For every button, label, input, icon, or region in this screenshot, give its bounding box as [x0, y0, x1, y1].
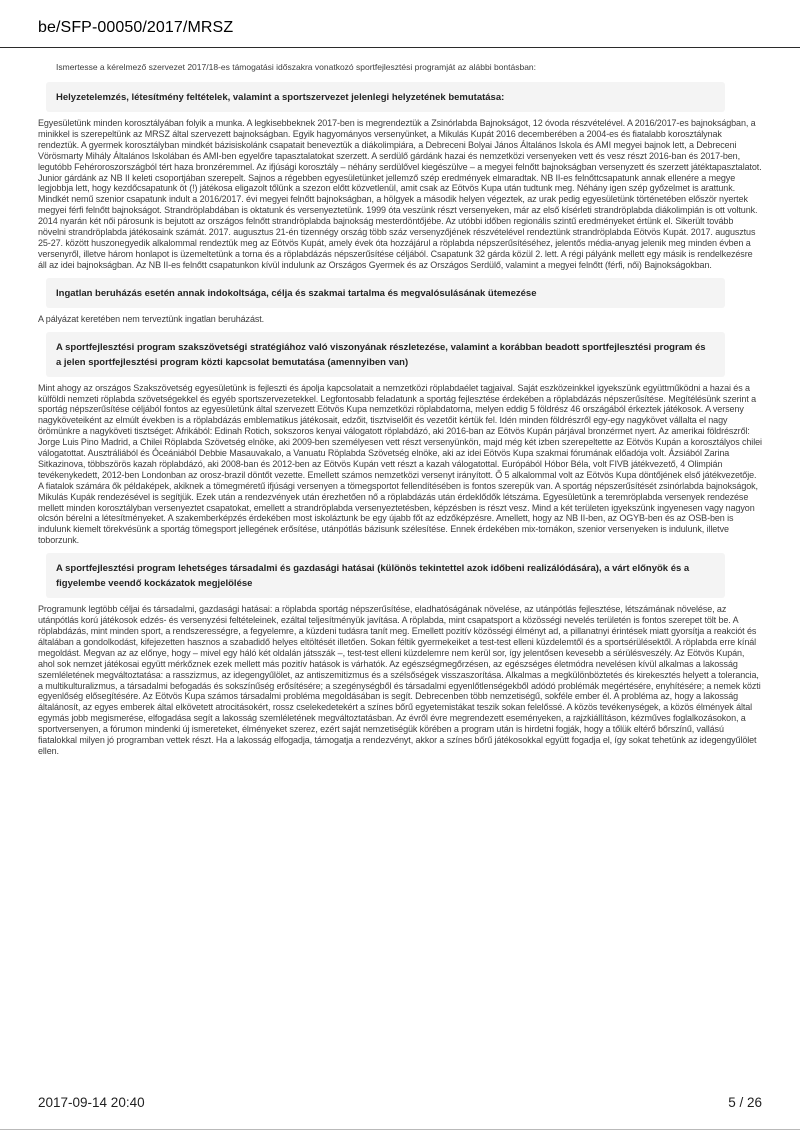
page-footer [38, 1095, 762, 1110]
document-content [38, 62, 762, 764]
intro-text: Ismertesse a kérelmező szervezet 2017/18-es támogatási időszakra vonatkozó sportfejlesztési programját az alábbi bontásban: [56, 62, 537, 72]
document-id: be/SFP-00050/2017/MRSZ [38, 19, 234, 36]
section-title-tarsadalmi-gazdasagi-hatasok: A sportfejlesztési program lehetséges társadalmi és gazdasági hatásai (különös tekintettel azok időbeni realizálódására), a várt előnyök és a figyelembe veendő kockázatok megjelölése [46, 553, 725, 598]
section-ingatlan-beruhazas [38, 278, 762, 325]
section-body-tarsadalmi-gazdasagi-hatasok: Programunk legtöbb céljai és társadalmi, gazdasági hatásai: a röplabda sportág népszerűsítése, eladhatóságának növelése, az utánpótlás fejlesztése, létszámának növelése, az utánpótlás korú játékosok edzés- és versenyzési feltételeinek, ezáltal teljesítményük javítása. A röplabda, mint csapatsport a közösségi nevelés területén is fontos szerepet tölt be. A röplabdázás, mint minden sport, a rendszerességre, a fegyelemre, a küzdeni tudásra tanít meg. Emellett pozitív közösségi élményt ad, a pillanatnyi érintések miatt gyorsítja a reakciót és általában a gondolkodást, kifejezetten hasznos a szabadidő helyes eltöltését illetően. Sokan féltik gyermekeiket a test-test elleni küzdelemtől és a sportsérülésektől. A röplabda erre kínál megoldást. Megvan az az előnye, hogy – mivel egy háló két oldalán játsszák –, test-test elleni küzdelemre nem kerül sor, így jelentősen kevesebb a sérülésveszély. Az Eötvös Kupán, ahol sok nemzet játékosai együtt mérkőznek ezek mellett más pozitív hatások is várhatók. Az egészségmegőrzésen, az egészséges életmódra nevelésen kívül alkalmas a lakosság szemléletének megváltoztatása: a rasszizmus, az idegengyűlölet, az antiszemitizmus és a szélsőségek visszaszorítása. Alkalmas a megkülönböztetés és kirekesztés helyett a tolerancia, a multikulturalizmus, a társadalmi befogadás és sokszínűség erősítésére; a szegénységből és társadalmi egyenlőtlenségekből adódó problémák megértésére, enyhítésére; a nemek közti egyenlőség elősegítésére. Az Eötvös Kupa számos társadalmi probléma megoldásában is segít. Debrecenben több nemzetiségű, sokféle ember él. A probléma az, hogy a lakosság általánosít, az egyes emberek által elkövetett atrocitásokért, rossz cselekedetekért a színes bőrű egyetemistákat teszik sokan felelőssé. A közös tevékenységek, a közös élmények által egymás jobb megismerése, elfogadása segít a lakosság szemléletének megváltoztatásban. Az évről évre megrendezett eseményeken, a rajzkiállításon, kézműves foglalkozásokon, a sportversenyen, a fórumon mindenki új ismereteket, élményeket szerez, ezért saját nemzetiségük körében a program után is hirdetni fogják, hogy a tőlük eltérő bőrszínű, vallású fiatalokkal milyen jó programban vettek részt. Ha a lakosság elfogadja, támogatja a rendezvényt, akkor a színes bőrű játékosokkal együtt fogadja el, így sokat tehetünk az idegengyűlölet ellen. [38, 604, 761, 756]
footer-timestamp: 2017-09-14 20:40 [38, 1095, 145, 1110]
section-body-szakszovetsegi-strategia: Mint ahogy az országos Szakszövetség egyesületünk is fejleszti és ápolja kapcsolatait a nemzetközi röplabdaélet tagjaival. Saját eszközeinkkel igyekszünk együttműködni a hazai és a külföldi nemzeti röplabda szövetségekkel és egyéb sportszervezetekkel. Legfontosabb feladatunk a sportág fejlesztése érdekében a röplabdázás népszerűsítése. Megítélésünk szerint a sportág népszerűsítése céljából fontos az egyesületünk által szervezett Eötvös Kupa nemzetközi röplabdatorna, melyen eddig 5 földrész 46 országából érkeztek játékosok. A verseny nagyköveteiként az elmúlt években is a röplabdázás emblematikus játékosait, edzőit, tisztviselőit és vezetőit kértük fel. Idén minden földrészről egy-egy nagykövet vállalta el nagy örömünkre a nagyköveti tisztséget: Afrikából: Edinah Rotich, sokszoros kenyai válogatott röplabdázó, aki 2016-ban az Eötvös Kupán párjával bronzérmet nyert. Az amerikai földrészről: Jorge Luis Pino Madrid, a Chilei Röplabda Szövetség elnöke, aki 2009-ben személyesen vett részt versenyünkön, majd még két izben szerepeltette az Eötvös Kupán a korosztályos chilei válogatottat. Ausztráliából és Óceániából Debbie Masauvakalo, a Vanuatu Röplabda Szövetség elnöke, aki az idei Eötvös Kupa szakmai fórumának előadója volt. Ázsiából Zarina Sitkazinova, többszörös kazah röplabdázó, aki 2008-ban és 2012-ben az Eötvös Kupán vett részt a kazah válogatottal. Európából Hóbor Béla, volt FIVB játékvezető, 4 Olimpián tevékenykedett, 2012-ben Londonban az orosz-brazil döntőt vezette. Emellett számos nemzetközi versenyt irányított. Ő 5 alkalommal volt az Eötvös Kupa döntőjének első játékvezetője. A fiatalok számára ők példaképek, akiknek a tömegméretű ifjúsági versenyen a tömegsportot fellendítésében is fontos szerepük van. A sportág népszerűsítését zsinórlabda bajnokságok, Mikulás Kupák rendezésével is segítjük. Ezek után a rendezvények után érezhetően nő a röplabdázás után érdeklődők létszáma. Egyesületünk a teremröplabda versenyek rendezése mellett minden korosztályban versenyeztet csapatokat, emellett a strandröplabda versenyeztetésben, képzésben is részt vesz. Mind a két területen igyekszünk ingyenesen vagy nagyon olcsón bérelni a létesítményeket. A szakemberképzés érdekében most iskoláztunk be egy újabb főt az edzőképzésre. Amellett, hogy az NB II-ben, az OGYB-ben és az OSB-ben is indulunk kiemelt törekvésünk a sportág tömegsport jellegének erősítése, utánpótlás bázisunk szélesítése. Ennek érdekében mix-tornákon, szenior versenyeken is indulunk, illetve toborzunk. [38, 382, 762, 546]
footer-page-indicator: 5 / 26 [728, 1095, 762, 1110]
section-szakszovetsegi-strategia [38, 332, 762, 547]
section-title-szakszovetsegi-strategia: A sportfejlesztési program szakszövetségi stratégiához való viszonyának részletezése, valamint a korábban beadott sportfejlesztési program és a jelen sportfejlesztési program közti kapcsolat bemutatása (amennyiben van) [46, 332, 725, 377]
section-title-ingatlan-beruhazas: Ingatlan beruházás esetén annak indokoltsága, célja és szakmai tartalma és megvalósulásának ütemezése [46, 278, 725, 308]
section-body-helyzetelemzes: Egyesületünk minden korosztályában folyik a munka. A legkisebbeknek 2017-ben is megrendeztük a Zsinórlabda Bajnokságot, 12 óvoda részvételével. A 2016/2017-es bajnokságban, a minikkel is szerepeltünk az MRSZ által szervezett bajnokságban. Egyik hagyományos versenyünket, a Mikulás Kupát 2016 decemberében a 2004-es és fiatalabb korosztálynak rendeztük. A gyermek korosztályban mindkét bázisiskolánk csapatait beneveztük a diákolimpiára, a Debreceni Bolyai János Általános Iskola és AMI megyei bajnok lett, a Debreceni Vörösmarty Mihály Általános Iskolában és AMI-ben egyelőre tapasztalatokat szerzett. A serdülő gárdánk hazai és nemzetközi versenyeken vett és vesz részt 2016-ban és 2017-ben, legutóbb Fehéroroszországból tért haza bronzéremmel. Az ifjúsági korosztály – néhány serdülővel kiegészülve – a megyei felnőtt bajnokságban versenyzett és szerzett játéktapasztalatot. Junior gárdánk az NB II keleti csoportjában szerepelt. Sajnos a régebben egyesületünket jellemző szép eredmények elmaradtak. NB II-es felnőttcsapatunk annak ellenére a megye legjobbja lett, hogy kezdőcsapatunk öt (!) játékosa eligazolt tőlünk a szezon előtt közvetlenül, amit csak az Eötvös Kupa után tudtunk meg. Néhány igen szép győzelmet is arattunk. Mindkét nemű szenior csapatunk indult a 2016/2017. évi megyei felnőtt bajnokságban, a hölgyek a második helyen végeztek, az urak pedig egyesületünk történetében először nyertek megyei férfi felnőtt bajnokságot. Strandröplabdában is oktatunk és versenyeztetünk. 1999 óta veszünk részt versenyeken, már az első kísérleti strandröplabda diákolimpián is ott voltunk. 2014 nyarán két női párosunk is bejutott az országos felnőtt strandröplabda bajnokság mesterdöntőjébe. Az utóbbi időben regionális szintű eredményeket értünk el. Sikerült tovább növelni strandröplabda játékosaink számát. 2017. augusztus 21-én tizennégy ország több száz versenyzőjének részvételével rendeztünk strandröplabda Eötvös Kupát. 2017. augusztus 25-27. között huszonegyedik alkalommal rendeztük meg az Eötvös Kupát, amely évek óta hozzájárul a röplabda népszerűsítéséhez, jelentős média-anyag jelenik meg minden évben a versenyről, illetve három honlapot is üzemeltetünk a torna és a röplabdázás népszerűsítése céljából. Csapatunk 32 gárda közül 2. lett. A régi pályánk mellett egy másik is rendelkezésre áll az idei bajnokságban. Az NB II-es felnőtt csapatunkon kívül indulunk az Országos Gyermek és az Országos Serdülő, valamint a megyei felnőtt (férfi, női) Bajnokságokban. [38, 118, 762, 270]
section-helyzetelemzes [38, 82, 762, 271]
header-divider [0, 47, 800, 48]
footer-divider [0, 1129, 800, 1130]
section-body-ingatlan-beruhazas: A pályázat keretében nem terveztünk ingatlan beruházást. [38, 313, 265, 324]
section-tarsadalmi-gazdasagi-hatasok [38, 553, 762, 757]
section-title-helyzetelemzes: Helyzetelemzés, létesítmény feltételek, valamint a sportszervezet jelenlegi helyzetének bemutatása: [46, 82, 725, 112]
